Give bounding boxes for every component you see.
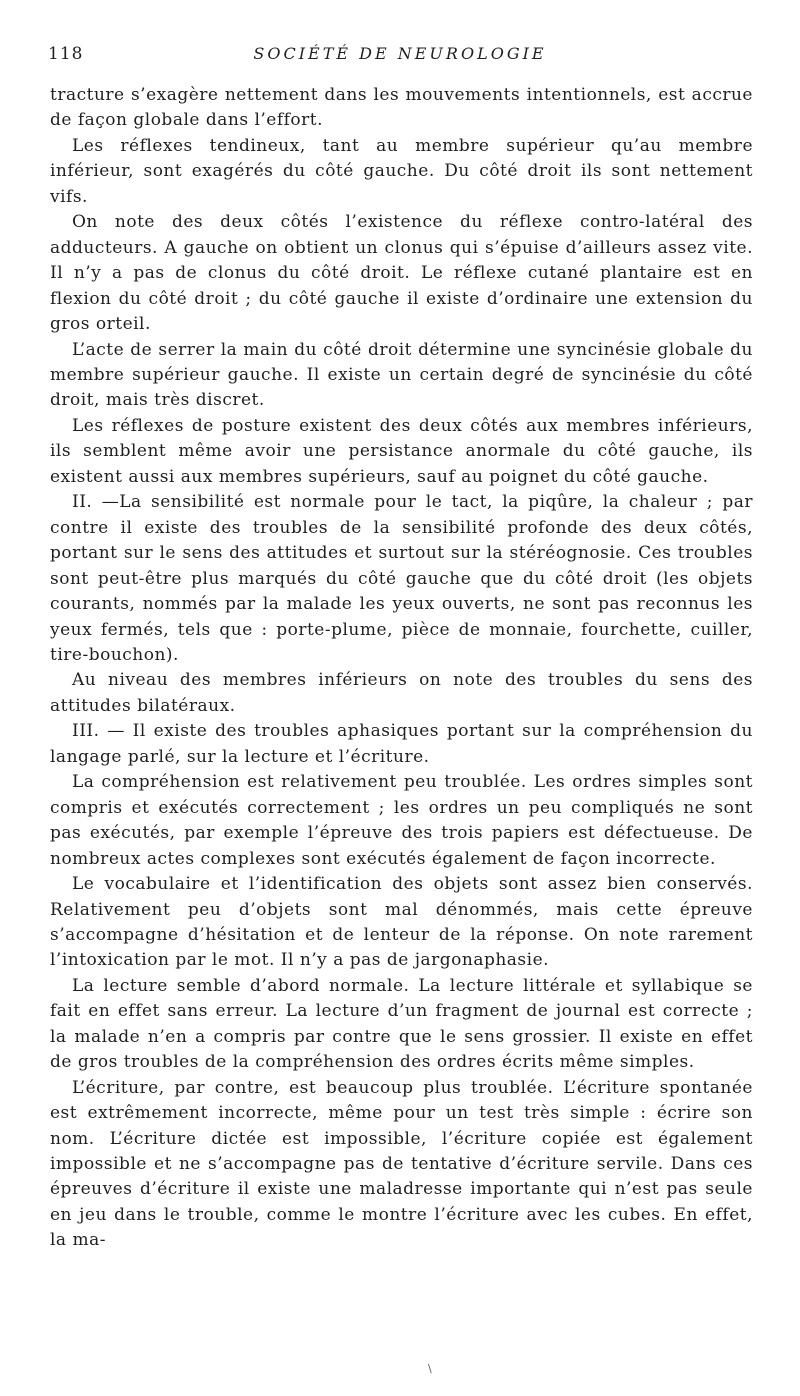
paragraph-posture-reflexes: Les réflexes de posture existent des deux côtés aux membres inférieurs, ils semblent même avoir une persistance anormale du côté gauche, ils existent aussi aux membres supérieurs, sauf au poignet du côté gauche. <box>50 415 753 487</box>
paragraph-sensibility: II. —La sensibilité est normale pour le tact, la piqûre, la chaleur ; par contre il existe des troubles de la sensibilité profonde des deux côtés, portant sur le sens des attitudes et surtout sur la stéréognosie. Ces troubles sont peut-être plus marqués du côté gauche que du côté droit (les objets courants, nommés par la malade les yeux ouverts, ne sont pas reconnus les yeux fermés, tels que : porte-plume, pièce de monnaie, fourchette, cuiller, tire-bouchon). <box>50 492 753 665</box>
paragraph-continued: tracture s’exagère nettement dans les mouvements intentionnels, est accrue de façon globale dans l’effort. <box>50 85 753 131</box>
paragraph-reading: La lecture semble d’abord normale. La lecture littérale et syllabique se fait en effet sans erreur. La lecture d’un fragment de journal est correcte ; la malade n’en a compris par contre que le sens grossier. Il existe en effet de gros troubles de la compréhension des ordres écrits même simples. <box>50 975 753 1073</box>
paragraph-tendon-reflexes: Les réflexes tendineux, tant au membre supérieur qu’au membre inférieur, sont exagérés du côté gauche. Du côté droit ils sont nettement vifs. <box>50 135 753 207</box>
page-number: 118 <box>48 44 84 64</box>
running-title: SOCIÉTÉ DE NEUROLOGIE <box>253 44 547 63</box>
paragraph-lower-limbs: Au niveau des membres inférieurs on note des troubles du sens des attitudes bilatéraux. <box>50 670 753 716</box>
paragraph-writing: L’écriture, par contre, est beaucoup plus troublée. L’écriture spontanée est extrêmement incorrecte, même pour un test très simple : écrire son nom. L’écriture dictée est impossible, l’écriture copiée est également impossible et ne s’accompagne pas de tentative d’écriture servile. Dans ces épreuves d’écriture il existe une maladresse importante qui n’est pas seule en jeu dans le trouble, comme le montre l’écriture avec les cubes. En effet, la ma- <box>50 1077 753 1251</box>
body-text <box>50 83 753 1254</box>
paragraph-adductor-reflex: On note des deux côtés l’existence du réflexe contro-latéral des adducteurs. A gauche on obtient un clonus qui s’épuise d’ailleurs assez vite. Il n’y a pas de clonus du côté droit. Le réflexe cutané plantaire est en flexion du côté droit ; du côté gauche il existe d’ordinaire une extension du gros orteil. <box>50 212 753 335</box>
paragraph-aphasia: III. — Il existe des troubles aphasiques portant sur la compréhension du langage parlé, sur la lecture et l’écriture. <box>50 721 753 767</box>
paragraph-comprehension: La compréhension est relativement peu troublée. Les ordres simples sont compris et exécutés correctement ; les ordres un peu compliqués ne sont pas exécutés, par exemple l’épreuve des trois papiers est défectueuse. De nombreux actes complexes sont exécutés également de façon incorrecte. <box>50 772 753 869</box>
footer-mark: \ <box>428 1362 432 1375</box>
paragraph-syncinesia: L’acte de serrer la main du côté droit détermine une syncinésie globale du membre supérieur gauche. Il existe un certain degré de syncinésie du côté droit, mais très discret. <box>50 339 753 411</box>
paragraph-vocabulary: Le vocabulaire et l’identification des objets sont assez bien conservés. Relativement peu d’objets sont mal dénommés, mais cette épreuve s’accompagne d’hésitation et de lenteur de la réponse. On note rarement l’intoxication par le mot. Il n’y a pas de jargonaphasie. <box>50 874 753 971</box>
page-header <box>48 44 752 68</box>
